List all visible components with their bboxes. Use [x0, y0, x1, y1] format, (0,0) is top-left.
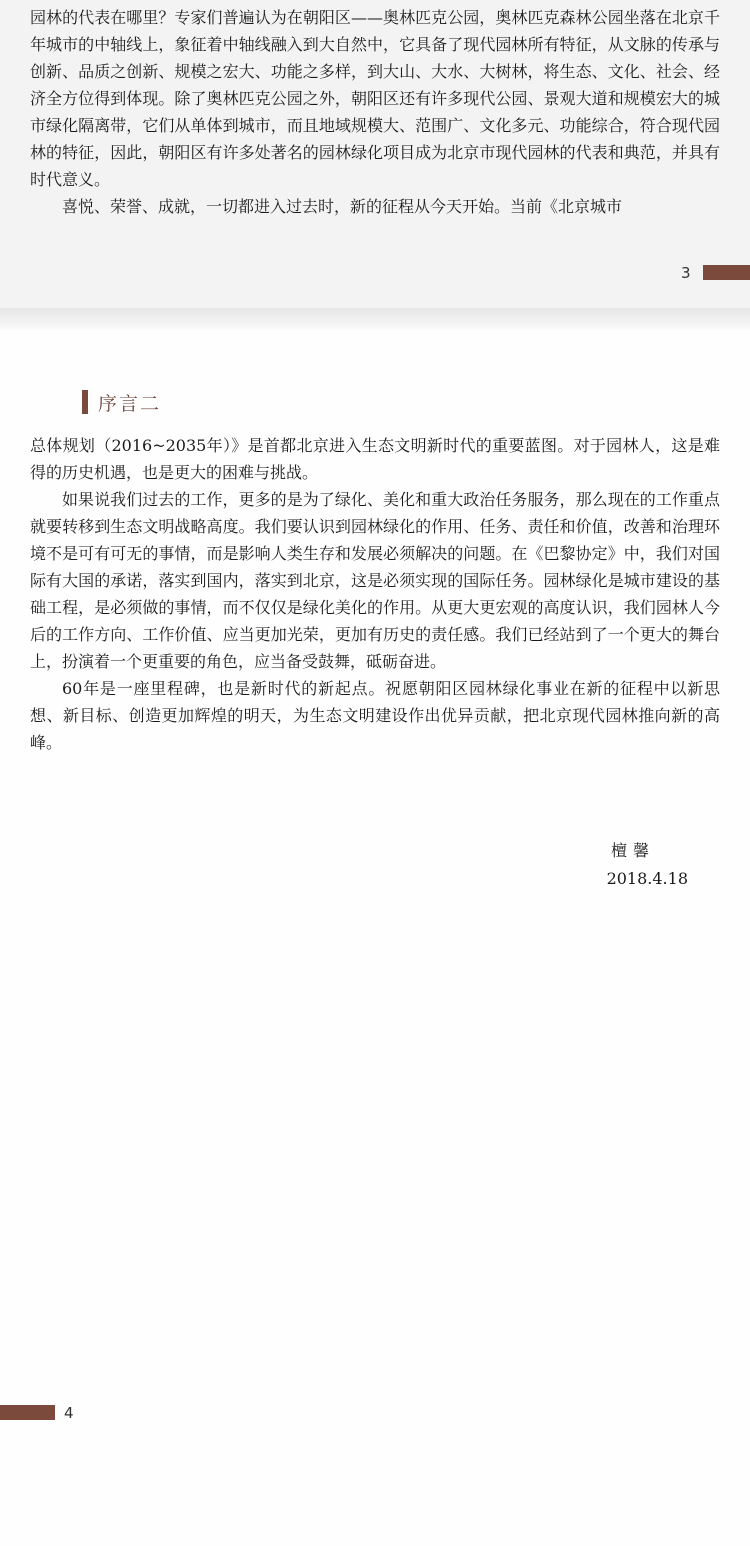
page-gap	[0, 308, 750, 330]
section-heading	[82, 389, 161, 415]
page-4-tab-bar	[0, 1405, 55, 1420]
page-number-3: 3	[681, 264, 691, 282]
author-signature: 檀馨	[610, 841, 655, 860]
section-marker	[82, 390, 88, 414]
section-title: 序言二	[98, 392, 162, 415]
page-3-body	[30, 4, 720, 220]
page-3-tab-bar	[703, 265, 750, 280]
signature-date: 2018.4.18	[606, 869, 688, 888]
page-number-4: 4	[64, 1404, 74, 1422]
page-3-paragraph-2: 喜悦、荣誉、成就，一切都进入过去时，新的征程从今天开始。当前《北京城市	[62, 197, 623, 216]
page-4-paragraph-1: 总体规划（2016~2035年）》是首都北京进入生态文明新时代的重要蓝图。对于园林人，这是难得的历史机遇，也是更大的困难与挑战。	[30, 436, 720, 482]
page-4-paragraph-3: 60年是一座里程碑，也是新时代的新起点。祝愿朝阳区园林绿化事业在新的征程中以新思想、新目标、创造更加辉煌的明天，为生态文明建设作出优异贡献，把北京现代园林推向新的高峰。	[30, 679, 720, 752]
page-4-paragraph-2: 如果说我们过去的工作，更多的是为了绿化、美化和重大政治任务服务，那么现在的工作重点就要转移到生态文明战略高度。我们要认识到园林绿化的作用、任务、责任和价值，改善和治理环境不是可有可无的事情，而是影响人类生存和发展必须解决的问题。在《巴黎协定》中，我们对国际有大国的承诺，落实到国内，落实到北京，这是必须实现的国际任务。园林绿化是城市建设的基础工程，是必须做的事情，而不仅仅是绿化美化的作用。从更大更宏观的高度认识，我们园林人今后的工作方向、工作价值、应当更加光荣，更加有历史的责任感。我们已经站到了一个更大的舞台上，扮演着一个更重要的角色，应当备受鼓舞，砥砺奋进。	[30, 490, 720, 671]
page-4-body	[30, 432, 720, 756]
page-3-paragraph-1: 园林的代表在哪里？专家们普遍认为在朝阳区——奥林匹克公园，奥林匹克森林公园坐落在北京千年城市的中轴线上，象征着中轴线融入到大自然中，它具备了现代园林所有特征，从文脉的传承与创新、品质之创新、规模之宏大、功能之多样，到大山、大水、大树林，将生态、文化、社会、经济全方位得到体现。除了奥林匹克公园之外，朝阳区还有许多现代公园、景观大道和规模宏大的城市绿化隔离带，它们从单体到城市，而且地域规模大、范围广、文化多元、功能综合，符合现代园林的特征，因此，朝阳区有许多处著名的园林绿化项目成为北京市现代园林的代表和典范，并具有时代意义。	[30, 8, 720, 189]
